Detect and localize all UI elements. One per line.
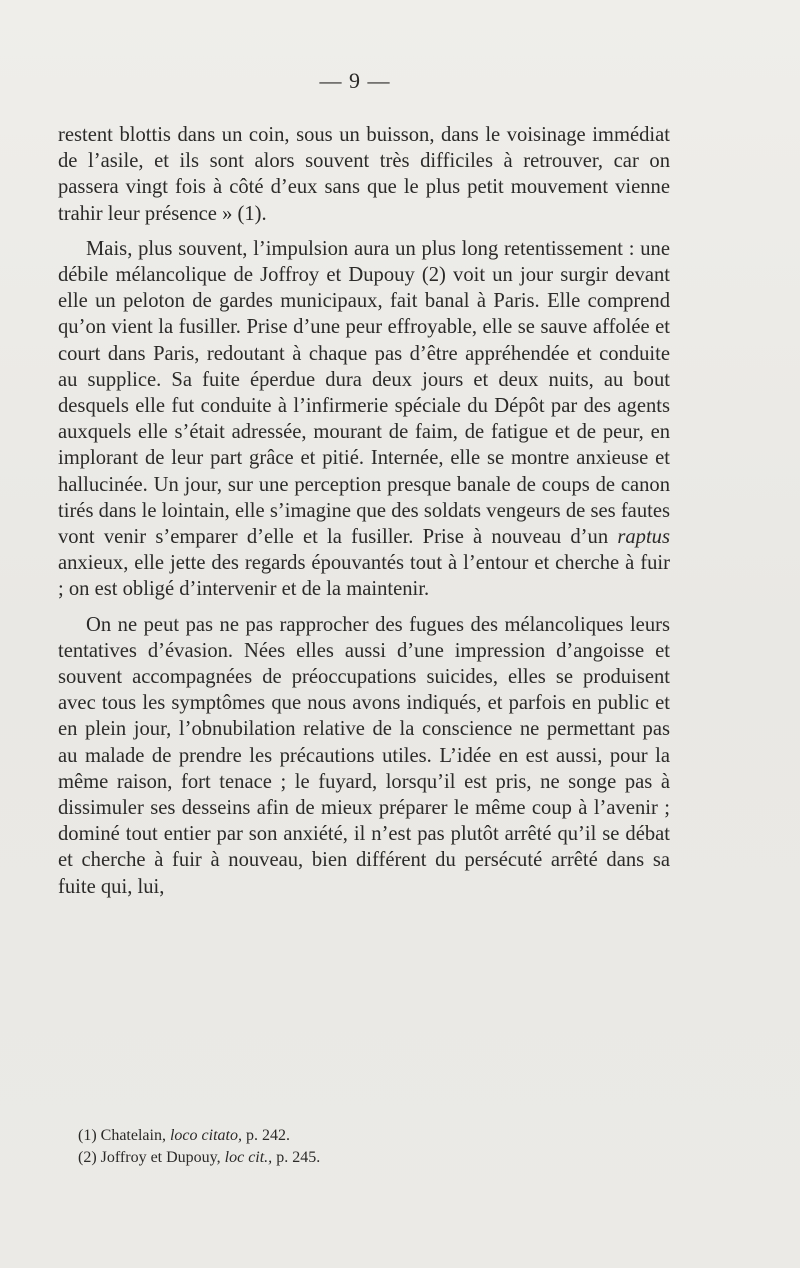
footnote-1	[78, 1125, 638, 1147]
body-text	[58, 122, 670, 900]
paragraph-3-text: On ne peut pas ne pas rapprocher des fugues des mélancoliques leurs tentatives d’évasion. Nées elles aussi d’une impression d’angoisse et souvent accompagnées de préoccupations suicides, elles se produisent avec tous les symptômes que nous avons indiqués, et parfois en public et en plein jour, l’obnubilation relative de la conscience ne permettant pas au malade de prendre les précautions utiles. L’idée en est aussi, pour la même raison, fort tenace ; le fuyard, lorsqu’il est pris, ne songe pas à dissimuler ses desseins afin de mieux préparer le même coup à l’avenir ; dominé tout entier par son anxiété, il n’est pas plutôt arrêté qu’il se débat et cherche à fuir à nouveau, bien différent du persécuté arrêté dans sa fuite qui, lui,	[58, 613, 670, 898]
footnote-1-italic: loco citato,	[169, 1127, 242, 1144]
paragraph-1-text: restent blottis dans un coin, sous un buisson, dans le voisinage immédiat de l’asile, et ils sont alors souvent très difficiles à retrouver, car on passera vingt fois à côté d’eux sans que le plus petit mouvement vienne trahir leur présence » (1).	[58, 124, 670, 225]
paragraph-2-text-b: anxieux, elle jette des regards épouvantés tout à l’entour et cherche à fuir ; on est obligé d’intervenir et de la maintenir.	[58, 552, 670, 601]
footnote-2-suffix: p. 245.	[272, 1149, 321, 1166]
footnote-1-suffix: p. 242.	[241, 1127, 290, 1144]
paragraph-1	[58, 122, 670, 227]
footnote-1-prefix: (1) Chatelain,	[78, 1127, 170, 1144]
paragraph-2-italic-raptus: raptus	[617, 526, 670, 549]
footnote-2-prefix: (2) Joffroy et Dupouy,	[78, 1149, 225, 1166]
paragraph-3	[58, 612, 670, 900]
footnotes	[78, 1125, 638, 1169]
footnote-2-italic: loc cit.,	[224, 1149, 273, 1166]
paragraph-2-text-a: Mais, plus souvent, l’impulsion aura un plus long retentissement : une débile mélancolique de Joffroy et Dupouy (2) voit un jour surgir devant elle un peloton de gardes municipaux, fait banal à Paris. Elle comprend qu’on vient la fusiller. Prise d’une peur effroyable, elle se sauve affolée et court dans Paris, redoutant à chaque pas d’être appréhendée et conduite au supplice. Sa fuite éperdue dura deux jours et deux nuits, au bout desquels elle fut conduite à l’infirmerie spéciale du Dépôt par des agents auxquels elle s’était adressée, mourant de faim, de fatigue et de peur, en implorant de leur part grâce et pitié. Internée, elle se montre anxieuse et hallucinée. Un jour, sur une perception presque banale de coups de canon tirés dans le lointain, elle s’imagine que des soldats vengeurs de ses fautes vont venir s’emparer d’elle et la fusiller. Prise à nouveau d’un	[58, 237, 670, 549]
page-number: — 9 —	[319, 68, 391, 93]
paragraph-2	[58, 236, 670, 603]
footnote-2	[78, 1147, 638, 1169]
